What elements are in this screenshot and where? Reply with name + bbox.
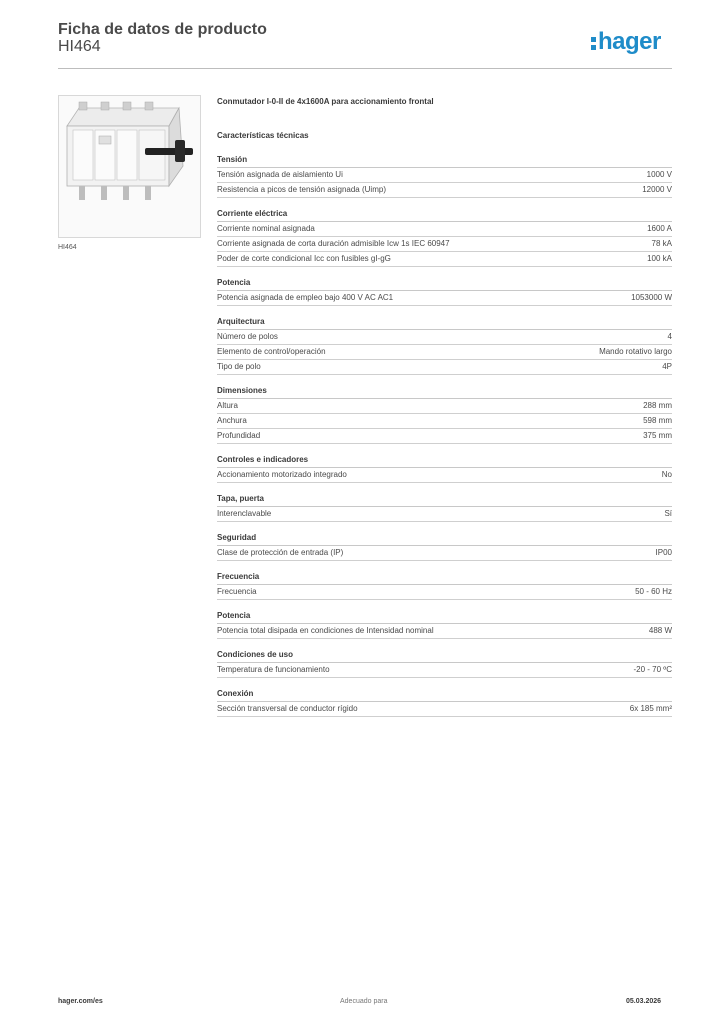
spec-groups [217, 154, 672, 717]
spec-value: Mando rotativo largo [599, 347, 672, 356]
spec-row [217, 222, 672, 237]
logo-dots-icon [591, 33, 597, 51]
spec-value: 598 mm [643, 416, 672, 425]
spec-label: Anchura [217, 416, 247, 425]
spec-heading: Características técnicas [217, 131, 309, 140]
spec-group-title: Condiciones de uso [217, 649, 672, 663]
spec-value: 50 - 60 Hz [635, 587, 672, 596]
spec-label: Temperatura de funcionamiento [217, 665, 330, 674]
spec-group-title: Potencia [217, 277, 672, 291]
product-description: Conmutador I-0-II de 4x1600A para accionamiento frontal [217, 97, 434, 106]
hager-logo [591, 28, 661, 56]
spec-value: 488 W [648, 626, 672, 635]
spec-row [217, 546, 672, 561]
spec-row [217, 252, 672, 267]
spec-label: Tipo de polo [217, 362, 261, 371]
spec-row [217, 468, 672, 483]
spec-row [217, 414, 672, 429]
spec-group-title: Corriente eléctrica [217, 208, 672, 222]
spec-value: 1000 V [646, 170, 672, 179]
spec-value: 1053000 W [631, 293, 672, 302]
spec-group-title: Seguridad [217, 532, 672, 546]
spec-value: 1600 A [647, 224, 672, 233]
spec-row [217, 663, 672, 678]
spec-value: No [661, 470, 672, 479]
spec-label: Clase de protección de entrada (IP) [217, 548, 344, 557]
spec-group [217, 316, 672, 375]
spec-row [217, 429, 672, 444]
spec-label: Corriente asignada de corta duración admisible Icw 1s IEC 60947 [217, 239, 450, 248]
spec-row [217, 330, 672, 345]
spec-row [217, 507, 672, 522]
spec-row [217, 624, 672, 639]
spec-label: Corriente nominal asignada [217, 224, 315, 233]
footer-date: 05.03.2026 [626, 998, 662, 1005]
spec-label: Interenclavable [217, 509, 272, 518]
spec-group-title: Potencia [217, 610, 672, 624]
spec-label: Altura [217, 401, 238, 410]
spec-value: 12000 V [642, 185, 672, 194]
spec-value: 100 kA [647, 254, 672, 263]
spec-row [217, 702, 672, 717]
spec-row [217, 183, 672, 198]
spec-group [217, 610, 672, 639]
spec-group [217, 688, 672, 717]
spec-row [217, 585, 672, 600]
spec-group [217, 571, 672, 600]
spec-value: Sí [664, 509, 672, 518]
spec-group-title: Frecuencia [217, 571, 672, 585]
spec-label: Poder de corte condicional Icc con fusibles gI-gG [217, 254, 391, 263]
spec-label: Potencia asignada de empleo bajo 400 V AC AC1 [217, 293, 394, 302]
spec-value: 78 kA [651, 239, 672, 248]
spec-label: Potencia total disipada en condiciones de Intensidad nominal [217, 626, 434, 635]
spec-label: Elemento de control/operación [217, 347, 326, 356]
spec-group [217, 208, 672, 267]
spec-group [217, 649, 672, 678]
image-caption: HI464 [58, 244, 77, 251]
spec-value: 6x 185 mm² [629, 704, 672, 713]
spec-label: Frecuencia [217, 587, 257, 596]
spec-value: -20 - 70 ºC [633, 665, 672, 674]
footer-suitability: Adecuado para [340, 998, 388, 1005]
spec-label: Sección transversal de conductor rígido [217, 704, 358, 713]
spec-group-title: Arquitectura [217, 316, 672, 330]
header-divider [58, 68, 672, 69]
spec-group [217, 532, 672, 561]
switch-illustration-icon [59, 96, 200, 237]
spec-group [217, 493, 672, 522]
spec-value: 375 mm [643, 431, 672, 440]
spec-label: Número de polos [217, 332, 278, 341]
product-code: HI464 [58, 38, 101, 55]
spec-label: Profundidad [217, 431, 261, 440]
spec-value: 4P [662, 362, 672, 371]
spec-group [217, 277, 672, 306]
spec-group-title: Controles e indicadores [217, 454, 672, 468]
spec-value: 4 [667, 332, 672, 341]
footer-website: hager.com/es [58, 998, 103, 1005]
spec-row [217, 360, 672, 375]
spec-group [217, 454, 672, 483]
spec-content [217, 96, 672, 717]
spec-group [217, 154, 672, 198]
logo-text: hager [598, 28, 661, 55]
spec-value: 288 mm [643, 401, 672, 410]
spec-row [217, 345, 672, 360]
spec-group-title: Conexión [217, 688, 672, 702]
spec-label: Resistencia a picos de tensión asignada (Uimp) [217, 185, 386, 194]
spec-label: Accionamiento motorizado integrado [217, 470, 347, 479]
spec-group-title: Tapa, puerta [217, 493, 672, 507]
spec-row [217, 399, 672, 414]
product-image [58, 95, 201, 238]
page-title: Ficha de datos de producto [58, 21, 267, 38]
spec-label: Tensión asignada de aislamiento Ui [217, 170, 343, 179]
spec-group-title: Dimensiones [217, 385, 672, 399]
spec-row [217, 291, 672, 306]
spec-value: IP00 [655, 548, 672, 557]
spec-group [217, 385, 672, 444]
spec-row [217, 168, 672, 183]
spec-row [217, 237, 672, 252]
spec-group-title: Tensión [217, 154, 672, 168]
